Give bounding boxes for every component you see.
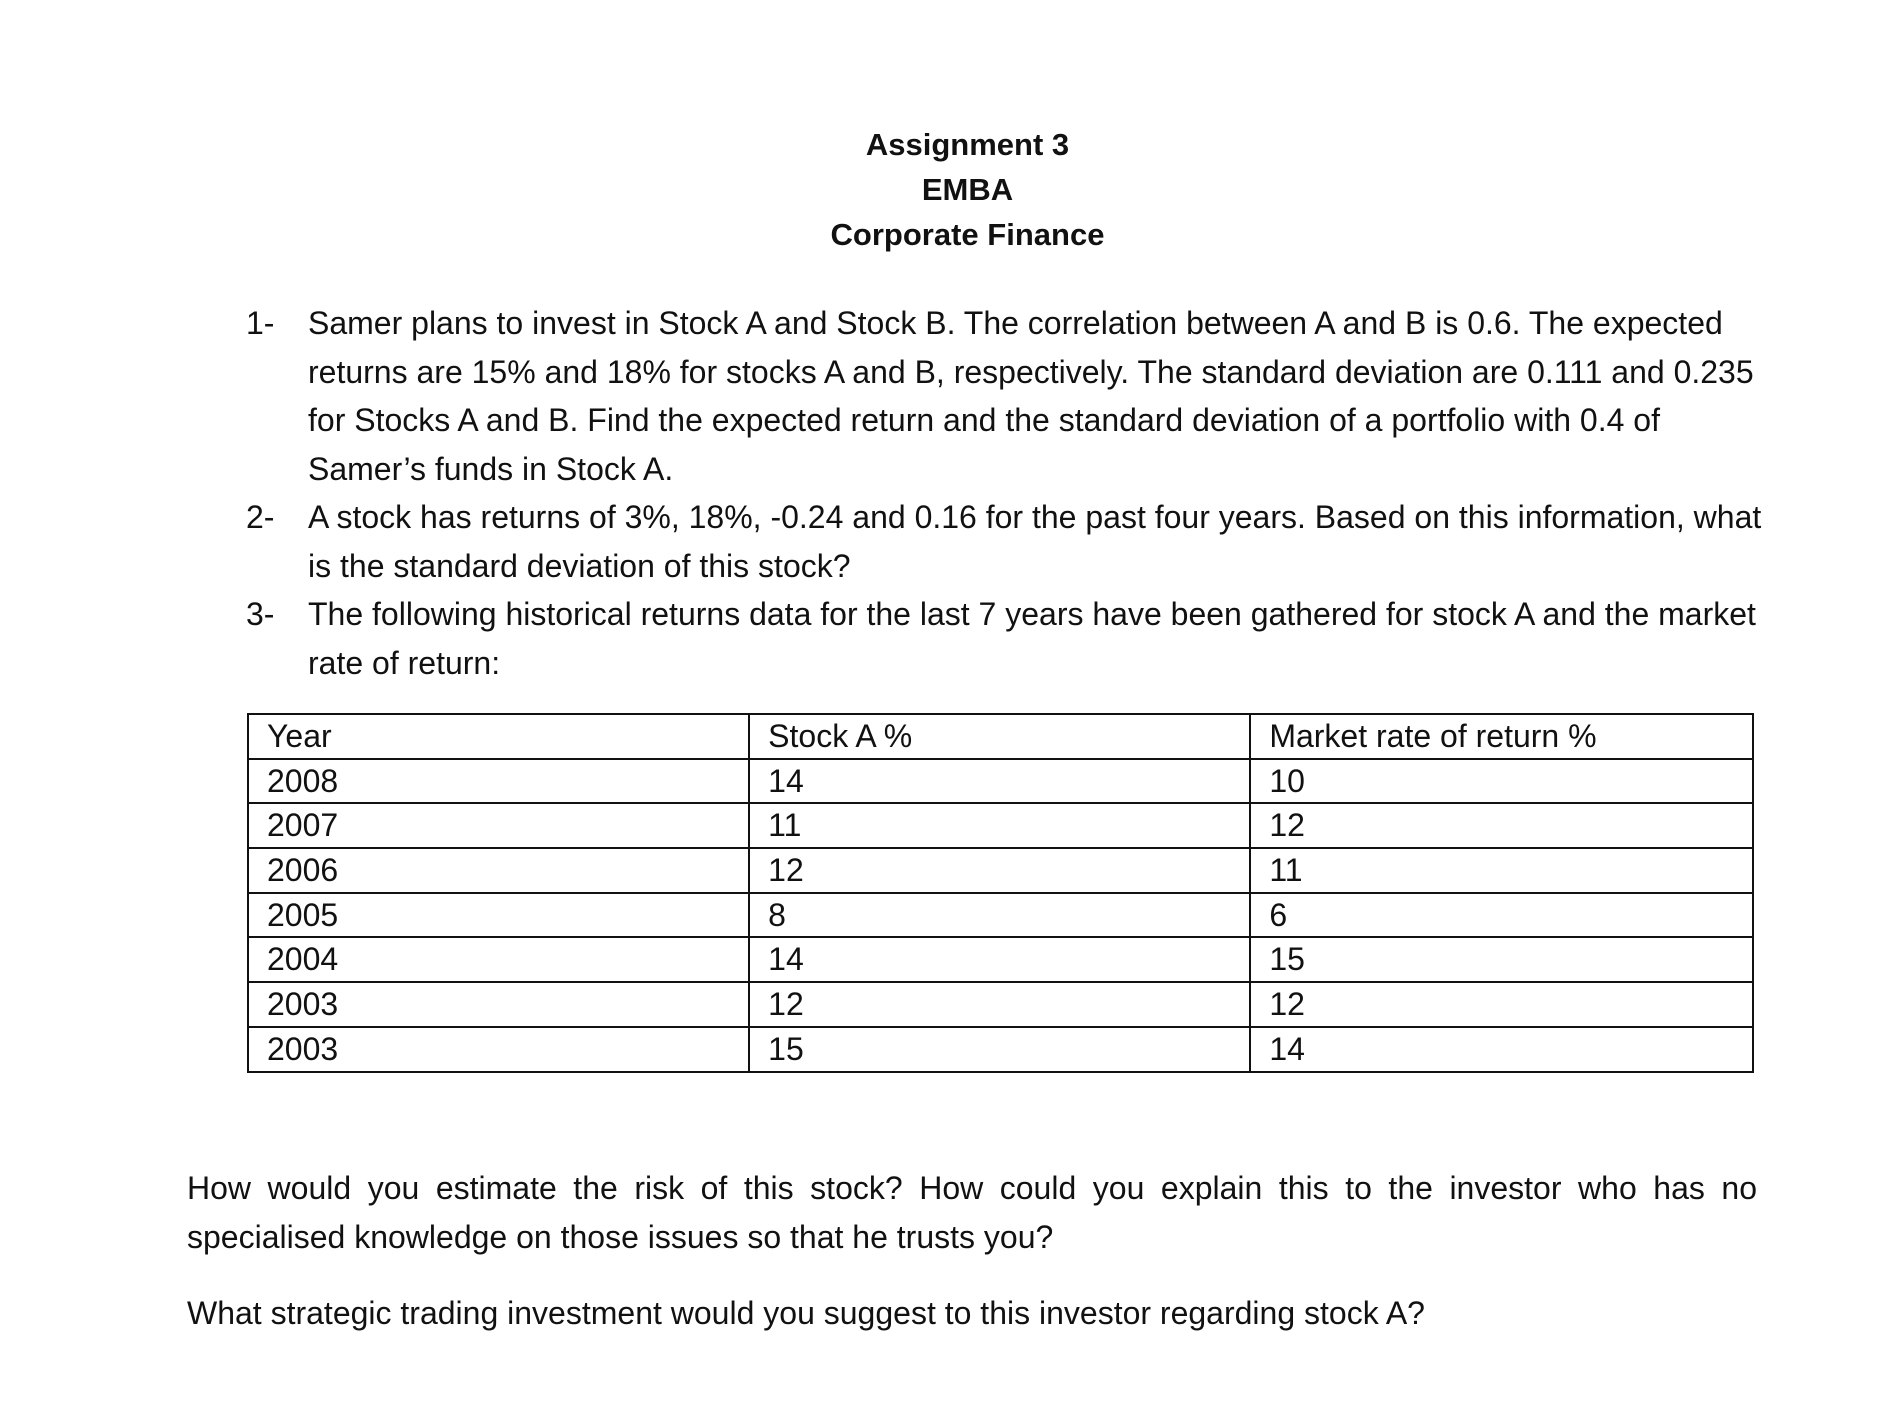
question-list bbox=[246, 299, 1766, 687]
cell-stock-a: 14 bbox=[749, 759, 1250, 804]
returns-table bbox=[247, 713, 1754, 1073]
assignment-title: Assignment 3 bbox=[865, 127, 1070, 162]
question-number: 3- bbox=[246, 596, 275, 632]
risk-question-paragraph: How would you estimate the risk of this stock? How could you explain this to the investor who has no specialised knowledge on those issues so that he trusts you? bbox=[187, 1170, 1757, 1255]
table-row bbox=[248, 937, 1753, 982]
cell-year: 2004 bbox=[248, 937, 749, 982]
table-row bbox=[248, 982, 1753, 1027]
cell-market-return: 10 bbox=[1250, 759, 1753, 804]
question-text: Samer plans to invest in Stock A and Stock B. The correlation between A and B is 0.6. The expected returns are 15% and 18% for stocks A and B, respectively. The standard deviation are 0.111 and 0.235 for Stocks A and B. Find the expected return and the standard deviation of a portfolio with 0.4 of Samer’s funds in Stock A. bbox=[308, 305, 1754, 487]
question-number: 1- bbox=[246, 305, 275, 341]
cell-market-return: 15 bbox=[1250, 937, 1753, 982]
column-header-market-return: Market rate of return % bbox=[1250, 714, 1753, 759]
course-name: Corporate Finance bbox=[830, 217, 1105, 252]
cell-market-return: 12 bbox=[1250, 803, 1753, 848]
cell-stock-a: 11 bbox=[749, 803, 1250, 848]
document-header bbox=[0, 122, 1897, 257]
cell-year: 2007 bbox=[248, 803, 749, 848]
question-item bbox=[246, 590, 1766, 687]
question-item bbox=[246, 493, 1766, 590]
cell-market-return: 14 bbox=[1250, 1027, 1753, 1072]
cell-stock-a: 14 bbox=[749, 937, 1250, 982]
table-row bbox=[248, 893, 1753, 938]
column-header-year: Year bbox=[248, 714, 749, 759]
table-row bbox=[248, 803, 1753, 848]
cell-market-return: 11 bbox=[1250, 848, 1753, 893]
cell-year: 2003 bbox=[248, 1027, 749, 1072]
question-text: The following historical returns data for the last 7 years have been gathered for stock A and the market rate of return: bbox=[308, 596, 1756, 681]
table-header-row bbox=[248, 714, 1753, 759]
program-name: EMBA bbox=[921, 172, 1014, 207]
cell-year: 2003 bbox=[248, 982, 749, 1027]
cell-stock-a: 12 bbox=[749, 848, 1250, 893]
cell-market-return: 12 bbox=[1250, 982, 1753, 1027]
cell-stock-a: 12 bbox=[749, 982, 1250, 1027]
cell-market-return: 6 bbox=[1250, 893, 1753, 938]
cell-year: 2005 bbox=[248, 893, 749, 938]
column-header-stock-a: Stock A % bbox=[749, 714, 1250, 759]
cell-year: 2008 bbox=[248, 759, 749, 804]
question-item bbox=[246, 299, 1766, 493]
table-row bbox=[248, 1027, 1753, 1072]
cell-stock-a: 8 bbox=[749, 893, 1250, 938]
cell-year: 2006 bbox=[248, 848, 749, 893]
table-row bbox=[248, 759, 1753, 804]
cell-stock-a: 15 bbox=[749, 1027, 1250, 1072]
strategy-question-paragraph: What strategic trading investment would you suggest to this investor regarding stock A? bbox=[187, 1295, 1425, 1331]
table-row bbox=[248, 848, 1753, 893]
question-number: 2- bbox=[246, 499, 275, 535]
question-text: A stock has returns of 3%, 18%, -0.24 and 0.16 for the past four years. Based on this information, what is the standard deviation of this stock? bbox=[308, 499, 1762, 584]
